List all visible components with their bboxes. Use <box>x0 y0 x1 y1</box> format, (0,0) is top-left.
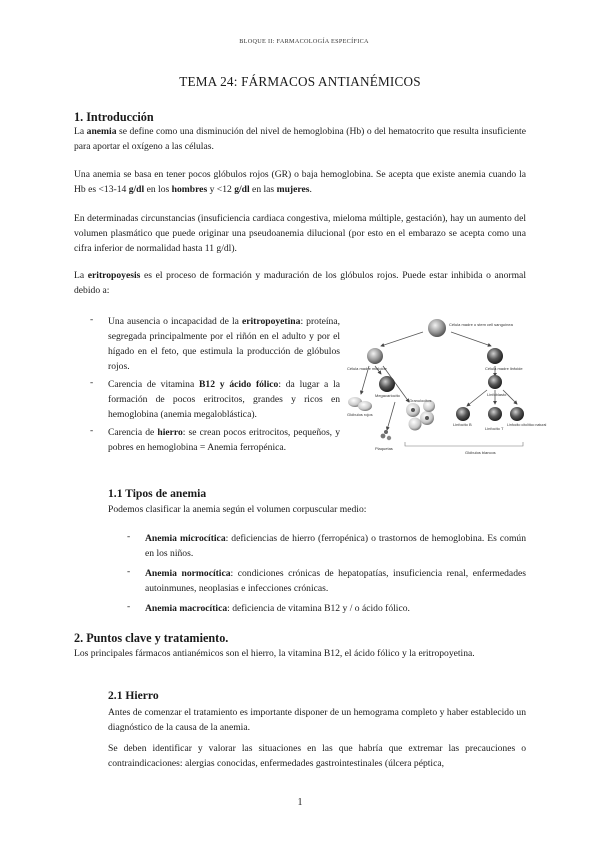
myeloid-cell-icon <box>367 348 383 364</box>
bullet-item: Una ausencia o incapacidad de la eritropoyetina: proteína, segregada principalmente por el riñón en el adulto y por el hígado en el feto, que estimula la producción de glóbulos rojos. <box>108 316 340 372</box>
t-cell-icon <box>488 407 502 421</box>
hierro-paragraph-1: Antes de comenzar el tratamiento es importante disponer de un hemograma completo y haber establecido un diagnóstico de la causa de la anemia. <box>108 707 526 733</box>
red-blood-cells-icon <box>348 397 372 411</box>
anemia-type-item: Anemia microcítica: deficiencias de hierro (ferropénica) o trastornos de hemoglobina. Es común en los niños. <box>145 533 526 559</box>
intro-paragraph-1: La anemia se define como una disminución del nivel de hemoglobina (Hb) o del hematocrito que resulta insuficiente para aportar el oxígeno a las células. <box>74 126 526 152</box>
bullet-dash: - <box>127 601 131 612</box>
lymphoid-cell-icon <box>487 348 503 364</box>
label-wbc: Glóbulos blancos <box>465 450 496 455</box>
bullet-item: Carencia de vitamina B12 y ácido fólico: da lugar a la formación de pocos eritrocitos, grandes y ricos en hemoglobina (anemia megaloblástica). <box>108 379 340 420</box>
label-stem: Célula madre o stem cell sanguínea <box>449 322 513 327</box>
label-nk-cell: Linfocito citolítico natural <box>507 423 547 427</box>
page-number: 1 <box>297 797 303 808</box>
section-heading-intro: 1. Introducción <box>74 110 154 124</box>
intro-paragraph-4: La eritropoyesis es el proceso de formación y maduración de los glóbulos rojos. Puede estar inhibida o anormal debido a: <box>74 270 526 296</box>
label-granulocytes: Granulocitos <box>409 398 432 403</box>
bullet-dash: - <box>127 531 131 542</box>
running-header: BLOQUE II: FARMACOLOGÍA ESPECÍFICA <box>239 38 369 45</box>
section-heading-hierro: 2.1 Hierro <box>108 689 159 702</box>
b-cell-icon <box>456 407 470 421</box>
page-title: TEMA 24: FÁRMACOS ANTIANÉMICOS <box>179 74 421 89</box>
anemia-type-item: Anemia macrocítica: deficiencia de vitamina B12 y / o ácido fólico. <box>145 603 410 614</box>
stem-cell-icon <box>428 319 446 337</box>
lymphoblast-icon <box>488 375 502 389</box>
tipos-lead: Podemos clasificar la anemia según el volumen corpuscular medio: <box>108 504 367 515</box>
platelets-icon <box>381 430 392 440</box>
intro-paragraph-3: En determinadas circunstancias (insuficiencia cardiaca congestiva, mieloma múltiple, gestación), hay un aumento del volumen plasmático que puede originar una pseudoanemia dilucional (por esto en el embarazo se acepta como una cifra inferior de normalidad hasta 11 g/dl). <box>74 213 526 254</box>
bullet-dash: - <box>127 566 131 577</box>
label-b-cell: Linfocito B <box>453 422 472 427</box>
section-heading-tipos: 1.1 Tipos de anemia <box>108 487 207 500</box>
label-lymphoid: Célula madre linfoide <box>485 366 523 371</box>
label-t-cell: Linfocito T <box>485 426 504 431</box>
label-lymphoblast: Linfoblasto <box>487 392 507 397</box>
section-heading-puntos: 2. Puntos clave y tratamiento. <box>74 631 229 645</box>
granulocytes-icon <box>406 400 435 431</box>
megakaryocyte-icon <box>379 376 395 392</box>
wbc-bracket <box>405 442 523 446</box>
bullet-dash: - <box>90 377 94 388</box>
intro-paragraph-2: Una anemia se basa en tener pocos glóbulos rojos (GR) o baja hemoglobina. Se acepta que existe anemia cuando la Hb es <13-14 g/dl en los hombres y <12 g/dl en las mujeres. <box>74 169 526 195</box>
label-platelets: Plaquetas <box>375 446 393 451</box>
bullet-dash: - <box>90 314 94 325</box>
bullet-item: Carencia de hierro: se crean pocos eritrocitos, pequeños, y pobres en hemoglobina = Anemia ferropénica. <box>108 427 340 453</box>
label-rbc: Glóbulos rojos <box>347 412 373 417</box>
anemia-type-item: Anemia normocítica: condiciones crónicas de hepatopatías, insuficiencia renal, enfermedades autoinmunes, neoplasias e infecciones crónicas. <box>145 568 526 594</box>
label-megakaryocyte: Megacariocito <box>375 393 400 398</box>
hematopoiesis-figure <box>345 318 547 458</box>
hierro-paragraph-2: Se deben identificar y valorar las situaciones en las que habría que extremar las precauciones o contraindicaciones: alergias conocidas, enfermedades gastrointestinales (úlcera péptica, <box>108 743 526 769</box>
nk-cell-icon <box>510 407 524 421</box>
puntos-paragraph: Los principales fármacos antianémicos son el hierro, la vitamina B12, el ácido fólico y la eritropoyetina. <box>74 648 475 659</box>
bullet-dash: - <box>90 425 94 436</box>
label-myeloid: Célula madre mieloide <box>347 366 387 371</box>
